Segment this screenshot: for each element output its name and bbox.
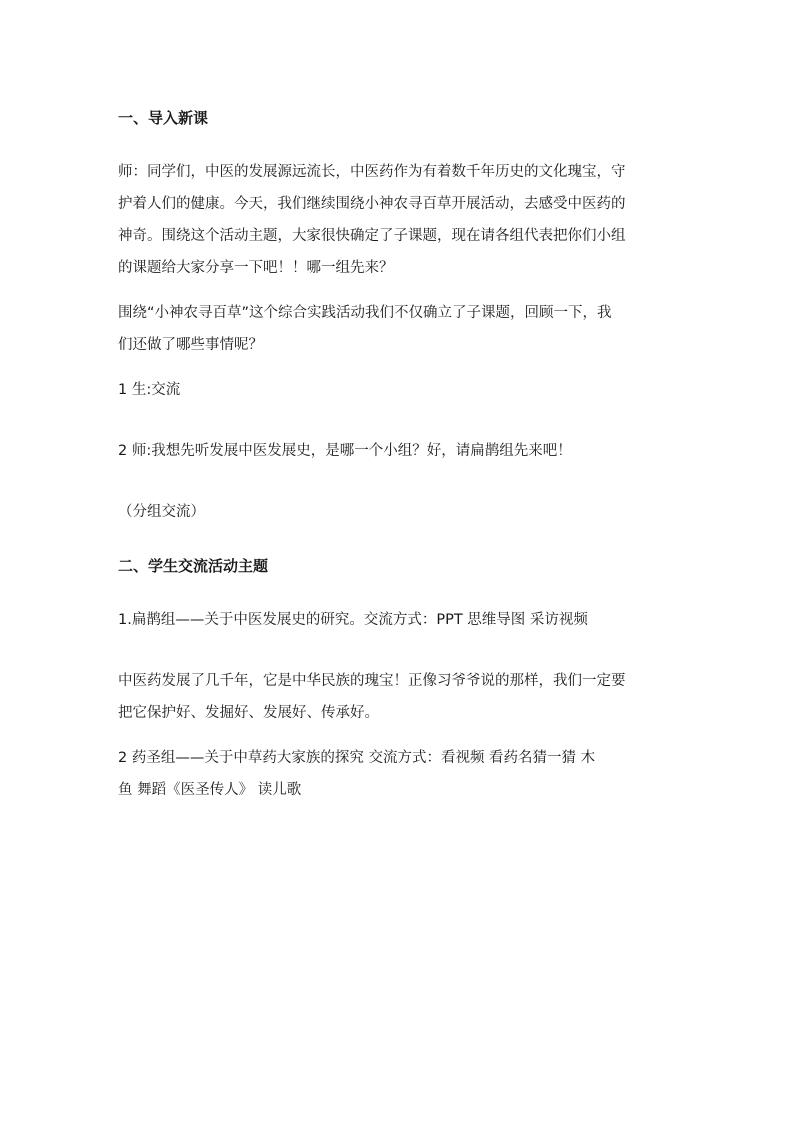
paragraph-review (118, 297, 683, 361)
text-line: 中医药发展了几千年，它是中华民族的瑰宝！正像习爷爷说的那样，我们一定要 (118, 673, 626, 689)
list-item-teacher-prompt: 2 师:我想先听发展中医发展史，是哪一个小组？好，请扁鹊组先来吧！ (118, 443, 572, 459)
text-line: 围绕“小神农寻百草”这个综合实践活动我们不仅确立了子课题，回顾一下，我 (118, 305, 612, 321)
text-line: 把它保护好、发掘好、发展好、传承好。 (118, 705, 379, 721)
text-line: 们还做了哪些事情呢？ (118, 337, 263, 353)
text-line: 护着人们的健康。今天，我们继续围绕小神农寻百草开展活动，去感受中医药的 (118, 196, 626, 212)
text-line: 师：同学们，中医的发展源远流长，中医药作为有着数千年历史的文化瑰宝，守 (118, 164, 626, 180)
paragraph-yaosheng-group (118, 742, 683, 806)
section-heading-intro: 一、导入新课 (118, 109, 209, 127)
document-body (118, 104, 683, 819)
text-line: 的课题给大家分享一下吧！！哪一组先来？ (118, 260, 394, 276)
paragraph-bianque-summary (118, 665, 683, 729)
text-line: 神奇。围绕这个活动主题，大家很快确定了子课题，现在请各组代表把你们小组 (118, 228, 626, 244)
text-line: 鱼 舞蹈《医圣传人》 读儿歌 (118, 782, 302, 798)
text-line: 2 药圣组——关于中草药大家族的探究 交流方式：看视频 看药名猜一猜 木 (118, 750, 596, 766)
group-bianque-title: 1.扁鹊组——关于中医发展史的研究。交流方式：PPT 思维导图 采访视频 (118, 612, 588, 628)
section-heading-student-exchange: 二、学生交流活动主题 (118, 557, 269, 575)
list-item-student-exchange: 1 生:交流 (118, 382, 181, 398)
note-group-exchange: （分组交流） (118, 504, 205, 520)
paragraph-teacher-intro (118, 156, 683, 284)
